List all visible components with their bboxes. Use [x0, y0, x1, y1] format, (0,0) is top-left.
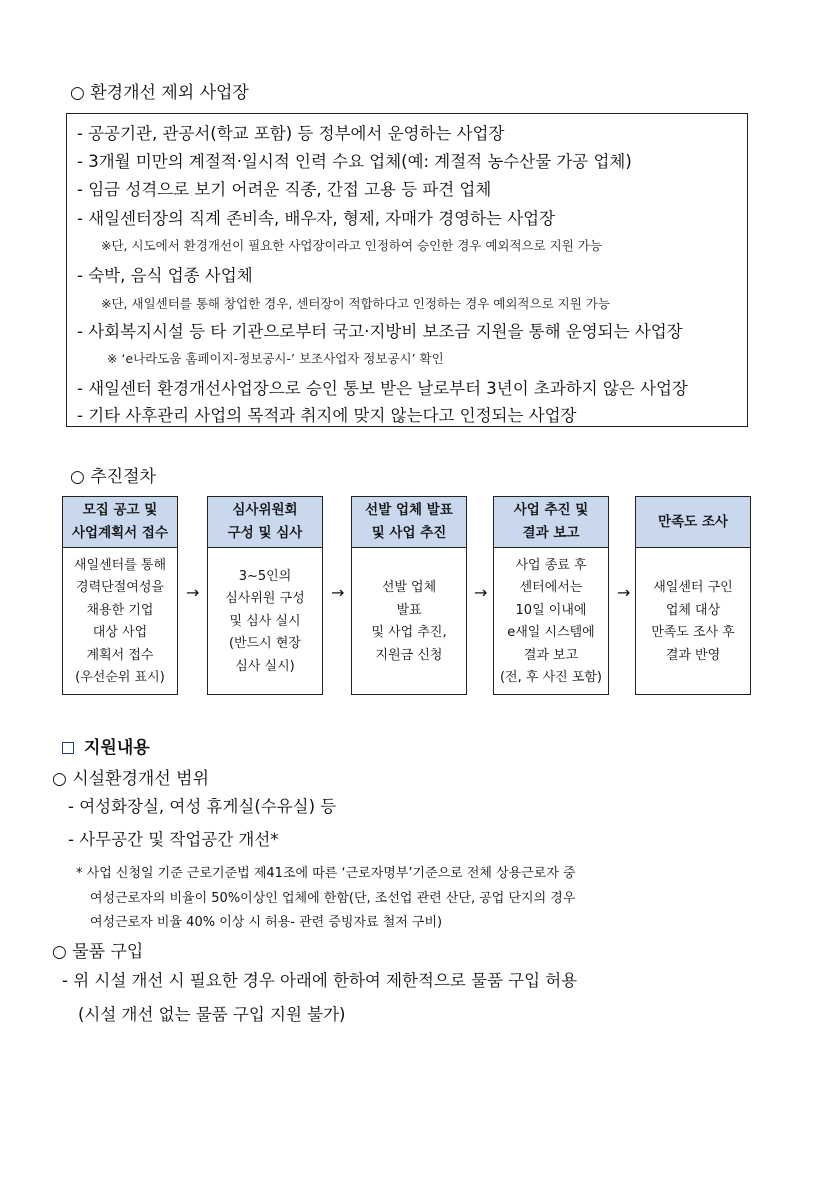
step-title: 사업 추진 및 결과 보고: [494, 497, 608, 548]
exclusion-item: - 사회복지시설 등 타 기관으로부터 국고·지방비 보조금 지원을 통해 운영되는 사업장: [77, 322, 683, 341]
scope-item: - 사무공간 및 작업공간 개선*: [68, 830, 279, 849]
scope-heading: ○ 시설환경개선 범위: [52, 769, 210, 789]
procedure-step: [351, 496, 467, 695]
support-heading: [62, 733, 150, 758]
checkbox-square-icon: [62, 742, 74, 754]
exclusion-item: - 임금 성격으로 보기 어려운 직종, 간접 고용 등 파견 업체: [77, 180, 492, 199]
exclusion-note: ※ ‘e나라도움 홈페이지-정보공시-’ 보조사업자 정보공시’ 확인: [107, 351, 444, 366]
exclusion-item: - 3개월 미만의 계절적·일시적 인력 수요 업체(예: 계절적 농수산물 가공 업체): [77, 152, 632, 171]
exclusion-item: - 새일센터장의 직계 존비속, 배우자, 형제, 자매가 경영하는 사업장: [77, 209, 556, 228]
footnote-line: 여성근로자의 비율이 50%이상인 업체에 한함(단, 조선업 관련 산단, 공업 단지의 경우: [90, 891, 576, 906]
arrow-icon: →: [617, 583, 631, 602]
step-title: 만족도 조사: [636, 497, 750, 548]
arrow-icon: →: [331, 583, 345, 602]
exclusion-item: - 기타 사후관리 사업의 목적과 취지에 맞지 않는다고 인정되는 사업장: [77, 406, 577, 425]
procedure-step: [207, 496, 323, 695]
exclusion-note: ※단, 새일센터를 통해 창업한 경우, 센터장이 적합하다고 인정하는 경우 예외적으로 지원 가능: [101, 296, 610, 311]
step-body: 3~5인의 심사위원 구성 및 심사 실시 (반드시 현장 심사 실시): [225, 568, 305, 674]
arrow-icon: →: [186, 583, 200, 602]
footnote-line: * 사업 신청일 기준 근로기준법 제41조에 따른 ‘근로자명부’기준으로 전체 상용근로자 중: [76, 866, 576, 881]
procedure-heading: ○ 추진절차: [70, 467, 156, 487]
goods-heading: ○ 물품 구입: [52, 942, 144, 962]
step-title: 심사위원회 구성 및 심사: [208, 497, 322, 548]
scope-item: - 여성화장실, 여성 휴게실(수유실) 등: [68, 797, 337, 816]
step-body: 사업 종료 후 센터에서는 10일 이내에 e새일 시스템에 결과 보고 (전, 후 사진 포함): [499, 557, 603, 685]
step-title: 선발 업체 발표 및 사업 추진: [352, 497, 466, 548]
procedure-step: [62, 496, 178, 695]
support-heading-label: 지원내용: [84, 738, 150, 758]
exclusion-item: - 공공기관, 관공서(학교 포함) 등 정부에서 운영하는 사업장: [77, 124, 505, 143]
exclusion-item: - 새일센터 환경개선사업장으로 승인 통보 받은 날로부터 3년이 초과하지 않은 사업장: [77, 379, 688, 398]
exclusion-note: ※단, 시도에서 환경개선이 필요한 사업장이라고 인정하여 승인한 경우 예외적으로 지원 가능: [101, 238, 602, 253]
exclusion-heading: ○ 환경개선 제외 사업장: [70, 83, 249, 103]
footnote-line: 여성근로자 비율 40% 이상 시 허용- 관련 증빙자료 철저 구비): [90, 915, 443, 930]
step-body: 선발 업체 발표 및 사업 추진, 지원금 신청: [371, 580, 447, 663]
step-body: 새일센터를 통해 경력단절여성을 채용한 기업 대상 사업 계획서 접수 (우선순위 표시): [73, 557, 167, 685]
step-title: 모집 공고 및 사업계획서 접수: [63, 497, 177, 548]
arrow-icon: →: [474, 583, 488, 602]
exclusion-box: [66, 113, 748, 427]
goods-line: (시설 개선 없는 물품 구입 지원 불가): [78, 1005, 346, 1024]
goods-line: - 위 시설 개선 시 필요한 경우 아래에 한하여 제한적으로 물품 구입 허용: [62, 971, 578, 990]
exclusion-item: - 숙박, 음식 업종 사업체: [77, 266, 253, 285]
step-body: 새일센터 구인 업체 대상 만족도 조사 후 결과 반영: [651, 580, 735, 663]
procedure-step: [635, 496, 751, 695]
procedure-step: [493, 496, 609, 695]
